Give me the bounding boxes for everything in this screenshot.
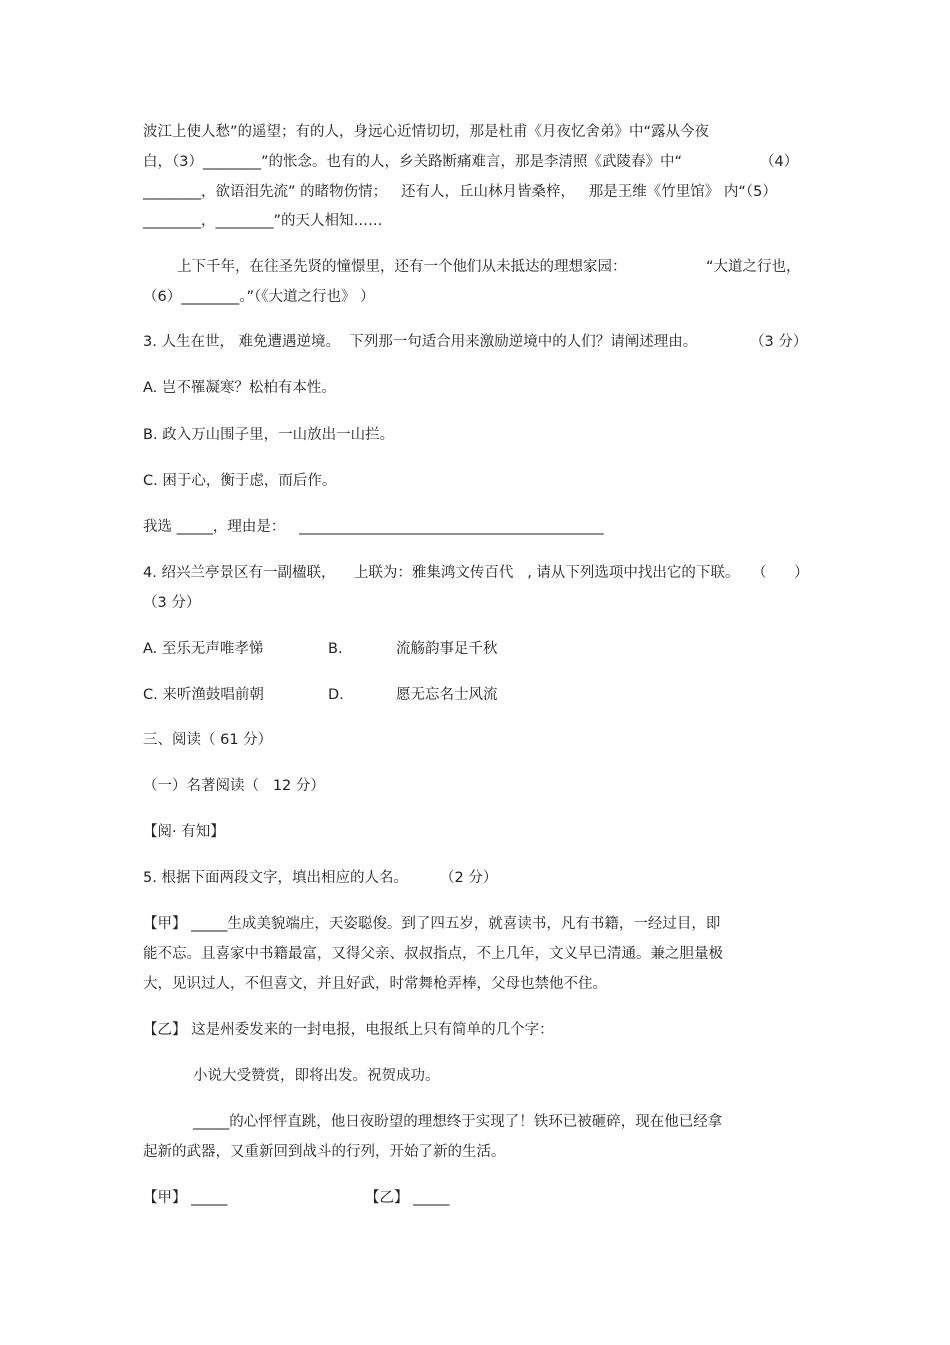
- answer-line: 我选 _____，理由是： __________________________________________: [143, 519, 604, 535]
- option-d-label: D.: [328, 687, 344, 703]
- text-line: 白，（3）________”的怅念。也有的人，乡关路断痛难言，那是李清照《武陵春》中“: [143, 154, 682, 170]
- passage-yi: 起新的武器，又重新回到战斗的行列，开始了新的生活。: [143, 1144, 506, 1160]
- passage-jia: 【甲】 _____生成美貌端庄，天姿聪俊。到了四五岁，就喜读书，凡有书籍，一经过目，即: [143, 916, 721, 932]
- option-b-label: B.: [328, 641, 343, 657]
- subsection-heading: （一）名著阅读（ 12 分）: [143, 778, 325, 794]
- option-b: B. 政入万山围子里，一山放出一山拦。: [143, 427, 395, 443]
- answer-yi: 【乙】 _____: [365, 1190, 450, 1206]
- answer-jia: 【甲】 _____: [143, 1190, 228, 1206]
- question-score: （2 分）: [440, 870, 498, 886]
- text-line: ________，欲语泪先流” 的睹物伤情； 还有人，丘山林月皆桑梓， 那是王维《竹里馆》 内“（5）: [143, 184, 777, 200]
- passage-yi: _____的心怦怦直跳，他日夜盼望的理想终于实现了！铁环已被砸碎，现在他已经拿: [193, 1114, 723, 1130]
- answer-bracket: （ ）: [752, 565, 809, 581]
- text-line: （6）________。”（《大道之行也》 ）: [143, 289, 375, 305]
- option-a: A. 至乐无声唯孝悌: [143, 641, 264, 657]
- question-5: 5. 根据下面两段文字，填出相应的人名。: [143, 870, 408, 886]
- section-heading: 三、阅读（ 61 分）: [143, 732, 273, 748]
- question-score: （3 分）: [750, 334, 808, 350]
- option-c: C. 来听渔鼓唱前朝: [143, 687, 264, 703]
- passage-jia: 能不忘。且喜家中书籍最富，又得父亲、叔叔指点，不上几年，文义早已清通。兼之胆量极: [143, 946, 723, 962]
- passage-yi: 【乙】 这是州委发来的一封电报，电报纸上只有简单的几个字：: [143, 1022, 554, 1038]
- question-score: （3 分）: [143, 595, 201, 611]
- question-3: 3. 人生在世， 难免遭遇逆境。 下列那一句适合用来激励逆境中的人们？请阐述理由。: [143, 334, 698, 350]
- option-c: C. 困于心，衡于虑，而后作。: [143, 473, 337, 489]
- option-b-text: 流觞韵事足千秋: [396, 641, 498, 657]
- question-4: 4. 绍兴兰亭景区有一副楹联， 上联为：雅集鸿文传百代 , 请从下列选项中找出它的下联。: [143, 565, 740, 581]
- text-line: “大道之行也，: [706, 259, 801, 275]
- text-line: 波江上使人愁”的遥望；有的人，身远心近情切切，那是杜甫《月夜忆舍弟》中“露从今夜: [143, 124, 710, 140]
- option-d-text: 愿无忘名士风流: [396, 687, 498, 703]
- passage-jia: 大，见识过人，不但喜文，并且好武，时常舞枪弄棒，父母也禁他不住。: [143, 976, 607, 992]
- subsection-tag: 【阅· 有知】: [143, 824, 225, 840]
- text-line: ________，________”的天人相知……: [143, 213, 383, 229]
- text-line: 上下千年，在往圣先贤的憧憬里，还有一个他们从未抵达的理想家园：: [177, 259, 627, 275]
- option-a: A. 岂不罹凝寒？松柏有本性。: [143, 380, 336, 396]
- text-line: （4）: [760, 154, 799, 170]
- passage-yi: 小说大受赞赏，即将出发。祝贺成功。: [193, 1068, 440, 1084]
